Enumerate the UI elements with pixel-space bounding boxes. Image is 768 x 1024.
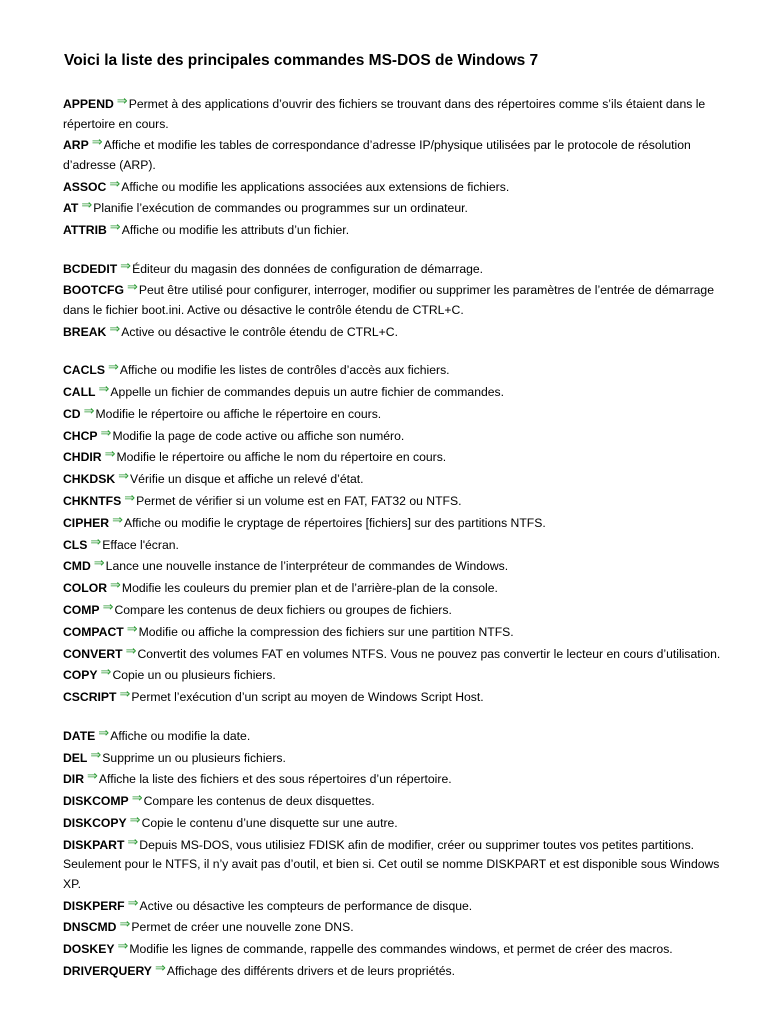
command-entry	[63, 198, 723, 219]
command-entry	[63, 961, 723, 982]
command-entry	[63, 360, 723, 381]
green-right-arrow-icon: ⇒	[131, 790, 143, 806]
command-description: Permet l’exécution d’un script au moyen de Windows Script Host.	[131, 690, 484, 705]
command-description: Efface l'écran.	[102, 537, 179, 552]
command-name: DNSCMD	[63, 920, 117, 935]
command-description: Convertit des volumes FAT en volumes NTFS. Vous ne pouvez pas convertir le lecteur en cours d’utilisation.	[137, 646, 721, 661]
command-name: CHDIR	[63, 450, 102, 465]
command-description: Lance une nouvelle instance de l’interpréteur de commandes de Windows.	[105, 559, 509, 574]
command-description: Active ou désactive les compteurs de performance de disque.	[139, 898, 473, 913]
command-name: CACLS	[63, 363, 105, 378]
command-entry	[63, 813, 723, 834]
command-name: DRIVERQUERY	[63, 963, 152, 978]
page-title: Voici la liste des principales commandes MS-DOS de Windows 7	[64, 52, 539, 69]
command-description: Copie un ou plusieurs fichiers.	[112, 668, 276, 683]
command-entry	[63, 687, 723, 708]
command-description: Modifie la page de code active ou affiche son numéro.	[112, 428, 405, 443]
green-right-arrow-icon: ⇒	[90, 746, 102, 762]
green-right-arrow-icon: ⇒	[127, 894, 139, 910]
command-name: BREAK	[63, 324, 107, 339]
green-right-arrow-icon: ⇒	[98, 724, 110, 740]
command-name: CHKDSK	[63, 472, 116, 487]
command-name: COMP	[63, 603, 100, 618]
command-name: DISKPERF	[63, 898, 125, 913]
green-right-arrow-icon: ⇒	[107, 359, 119, 375]
green-right-arrow-icon: ⇒	[126, 620, 138, 636]
command-name: CMD	[63, 559, 91, 574]
command-description: Affiche et modifie les tables de correspondance d’adresse IP/physique utilisées par le protocole de résolution d’adresse (ARP).	[63, 138, 691, 172]
green-right-arrow-icon: ⇒	[109, 219, 121, 235]
command-entry	[63, 556, 723, 577]
command-entry	[63, 644, 723, 665]
command-name: DEL	[63, 750, 88, 765]
command-description: Appelle un fichier de commandes depuis un autre fichier de commandes.	[110, 385, 505, 400]
command-entry	[63, 177, 723, 198]
command-name: ARP	[63, 138, 89, 153]
command-description: Modifie le répertoire ou affiche le nom du répertoire en cours.	[116, 450, 447, 465]
command-description: Planifie l’exécution de commandes ou programmes sur un ordinateur.	[93, 201, 468, 216]
command-entry	[63, 220, 723, 241]
command-name: CLS	[63, 537, 88, 552]
command-description: Compare les contenus de deux fichiers ou groupes de fichiers.	[114, 603, 452, 618]
command-name: DISKPART	[63, 837, 125, 852]
command-name: CSCRIPT	[63, 690, 117, 705]
command-description: Éditeur du magasin des données de configuration de démarrage.	[132, 261, 484, 276]
command-entry	[63, 939, 723, 960]
command-group	[63, 726, 723, 982]
green-right-arrow-icon: ⇒	[126, 279, 138, 295]
command-description: Modifie le répertoire ou affiche le répertoire en cours.	[95, 406, 382, 421]
command-name: COMPACT	[63, 624, 124, 639]
command-entry	[63, 447, 723, 468]
command-entry	[63, 726, 723, 747]
green-right-arrow-icon: ⇒	[120, 257, 132, 273]
green-right-arrow-icon: ⇒	[100, 664, 112, 680]
command-group	[63, 259, 723, 343]
green-right-arrow-icon: ⇒	[81, 197, 93, 213]
green-right-arrow-icon: ⇒	[127, 833, 139, 849]
command-entry	[63, 917, 723, 938]
command-description: Modifie ou affiche la compression des fichiers sur une partition NTFS.	[138, 624, 514, 639]
green-right-arrow-icon: ⇒	[125, 642, 137, 658]
command-name: ATTRIB	[63, 223, 107, 238]
command-description: Compare les contenus de deux disquettes.	[143, 794, 375, 809]
command-entry	[63, 426, 723, 447]
command-entry	[63, 135, 723, 175]
green-right-arrow-icon: ⇒	[118, 468, 130, 484]
green-right-arrow-icon: ⇒	[154, 959, 166, 975]
command-description: Vérifie un disque et affiche un relevé d’état.	[130, 472, 364, 487]
command-description: Copie le contenu d’une disquette sur une autre.	[141, 815, 398, 830]
command-name: CHKNTFS	[63, 494, 122, 509]
green-right-arrow-icon: ⇒	[124, 490, 136, 506]
command-entry	[63, 280, 723, 320]
command-name: BCDEDIT	[63, 261, 118, 276]
command-entry	[63, 791, 723, 812]
command-name: BOOTCFG	[63, 283, 124, 298]
command-entry	[63, 835, 723, 895]
green-right-arrow-icon: ⇒	[109, 175, 121, 191]
green-right-arrow-icon: ⇒	[91, 134, 103, 150]
command-description: Affichage des différents drivers et de leurs propriétés.	[166, 963, 455, 978]
command-name: APPEND	[63, 97, 114, 111]
command-entry	[63, 513, 723, 534]
green-right-arrow-icon: ⇒	[104, 446, 116, 462]
command-description: Permet de créer une nouvelle zone DNS.	[131, 920, 354, 935]
command-description: Affiche ou modifie la date.	[110, 728, 251, 743]
command-entry	[63, 622, 723, 643]
green-right-arrow-icon: ⇒	[87, 768, 98, 784]
command-description: Supprime un ou plusieurs fichiers.	[102, 750, 286, 765]
green-right-arrow-icon: ⇒	[129, 811, 141, 827]
command-entry	[63, 469, 723, 490]
command-name: DIR	[63, 772, 84, 787]
green-right-arrow-icon: ⇒	[119, 686, 131, 702]
command-description: Peut être utilisé pour configurer, interroger, modifier ou supprimer les paramètres de l’entrée de démarrage dans le fichier boot.ini. Active ou désactive le contrôle étendu de CTRL+C.	[63, 283, 714, 317]
command-entry	[63, 259, 723, 280]
green-right-arrow-icon: ⇒	[117, 938, 129, 954]
command-description: Affiche ou modifie le cryptage de répertoires [fichiers] sur des partitions NTFS.	[123, 515, 546, 530]
command-entry	[63, 382, 723, 403]
command-entry	[63, 748, 723, 769]
command-entry	[63, 769, 723, 790]
green-right-arrow-icon: ⇒	[93, 555, 105, 571]
command-entry	[63, 491, 723, 512]
green-right-arrow-icon: ⇒	[116, 93, 128, 108]
command-name: COPY	[63, 668, 98, 683]
command-description: Active ou désactive le contrôle étendu de CTRL+C.	[121, 324, 398, 339]
command-entry	[63, 535, 723, 556]
command-group	[63, 360, 723, 707]
command-entry	[63, 600, 723, 621]
command-name: DISKCOPY	[63, 815, 127, 830]
command-description: Depuis MS-DOS, vous utilisiez FDISK afin de modifier, créer ou supprimer toutes vos petites partitions. Seulement pour le NTFS, il n’y avait pas d’outil, et bien si. Cet outil se nomme DISKPART et est disponible sous Windows XP.	[63, 837, 720, 891]
green-right-arrow-icon: ⇒	[100, 424, 112, 440]
command-description: Affiche la liste des fichiers et des sous répertoires d’un répertoire.	[98, 772, 452, 787]
green-right-arrow-icon: ⇒	[90, 533, 102, 549]
command-name: DOSKEY	[63, 942, 115, 957]
green-right-arrow-icon: ⇒	[98, 381, 110, 397]
command-entry	[63, 896, 723, 917]
command-description: Affiche ou modifie les listes de contrôles d’accès aux fichiers.	[119, 363, 450, 378]
command-description: Affiche ou modifie les applications associées aux extensions de fichiers.	[121, 179, 510, 194]
command-description: Modifie les couleurs du premier plan et de l’arrière-plan de la console.	[121, 581, 498, 596]
command-group	[63, 94, 723, 241]
command-name: DATE	[63, 728, 96, 743]
green-right-arrow-icon: ⇒	[119, 916, 131, 932]
command-name: CHCP	[63, 428, 98, 443]
command-entry	[63, 404, 723, 425]
command-entry	[63, 322, 723, 343]
command-description: Permet de vérifier si un volume est en FAT, FAT32 ou NTFS.	[136, 494, 462, 509]
command-name: AT	[63, 201, 79, 216]
command-entry	[63, 94, 723, 134]
command-list	[63, 94, 723, 999]
command-name: ASSOC	[63, 179, 107, 194]
command-description: Modifie les lignes de commande, rappelle des commandes windows, et permet de créer des macros.	[129, 942, 673, 957]
command-name: CONVERT	[63, 646, 123, 661]
green-right-arrow-icon: ⇒	[112, 511, 123, 527]
command-entry	[63, 665, 723, 686]
command-description: Affiche ou modifie les attributs d’un fichier.	[121, 223, 350, 238]
command-entry	[63, 578, 723, 599]
green-right-arrow-icon: ⇒	[110, 577, 121, 593]
green-right-arrow-icon: ⇒	[109, 320, 121, 336]
command-description: Permet à des applications d’ouvrir des fichiers se trouvant dans des répertoires comme s’ils étaient dans le répertoire en cours.	[63, 97, 706, 131]
green-right-arrow-icon: ⇒	[102, 599, 114, 615]
command-name: CD	[63, 406, 81, 421]
command-name: CALL	[63, 385, 96, 400]
green-right-arrow-icon: ⇒	[83, 402, 95, 418]
command-name: CIPHER	[63, 515, 110, 530]
command-name: DISKCOMP	[63, 794, 129, 809]
command-name: COLOR	[63, 581, 108, 596]
